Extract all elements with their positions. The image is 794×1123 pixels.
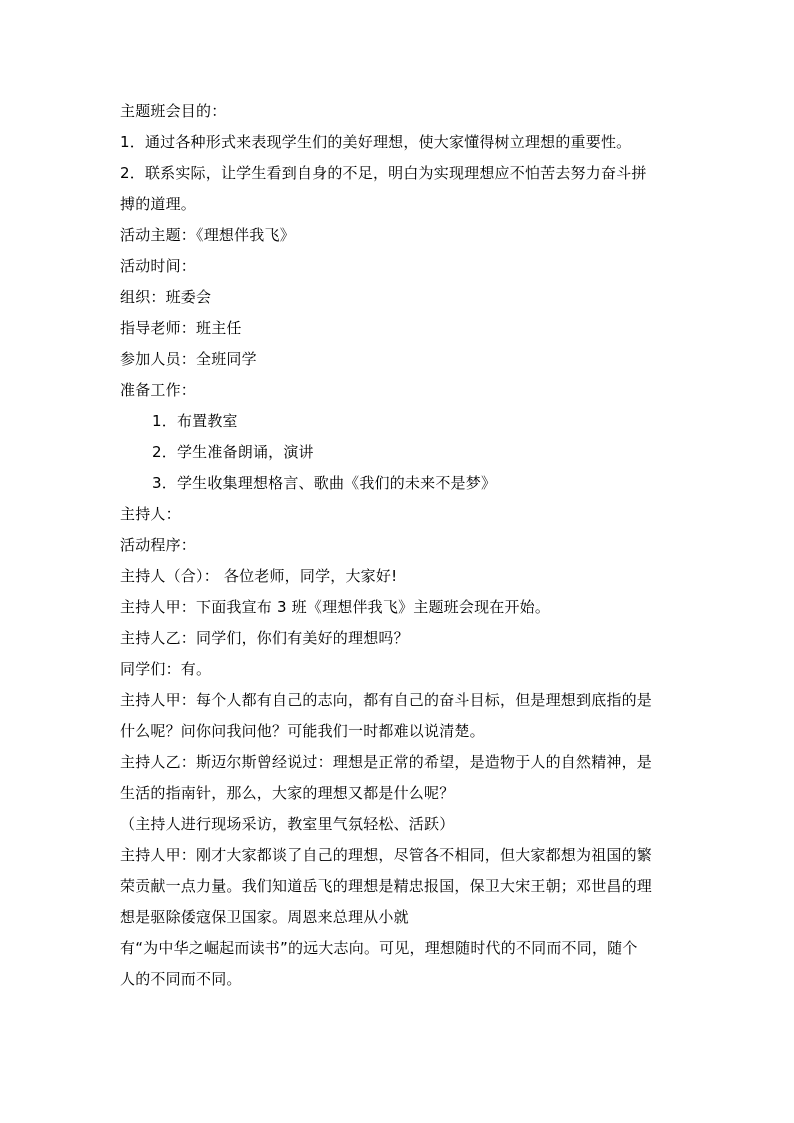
purpose-item-2: 2．联系实际，让学生看到自身的不足，明白为实现理想应不怕苦去努力奋斗拼 — [120, 164, 647, 182]
dialogue-line: 主持人乙：同学们，你们有美好的理想吗？ — [120, 629, 409, 647]
preparation-item-3: 3．学生收集理想格言、歌曲《我们的未来不是梦》 — [152, 474, 497, 492]
participants: 参加人员：全班同学 — [120, 350, 257, 368]
preparation-item-1: 1．布置教室 — [152, 412, 238, 430]
dialogue-line: 同学们：有。 — [120, 660, 212, 678]
section-heading-purpose: 主题班会目的： — [120, 102, 227, 120]
activity-theme: 活动主题：《理想伴我飞》 — [120, 226, 295, 244]
dialogue-line-continued: 什么呢？问你问我问他？可能我们一时都难以说清楚。 — [120, 722, 485, 740]
preparation-item-2: 2．学生准备朗诵，演讲 — [152, 443, 314, 461]
dialogue-line: 主持人（合）： 各位老师，同学，大家好! — [120, 567, 398, 585]
dialogue-line-continued: 想是驱除倭寇保卫国家。周恩来总理从小就 — [120, 908, 409, 926]
dialogue-line: 主持人甲：刚才大家都谈了自己的理想，尽管各不相同，但大家都想为祖国的繁 — [120, 846, 653, 864]
document-body — [120, 96, 680, 995]
section-heading-preparation: 准备工作： — [120, 381, 197, 399]
dialogue-line-continued: 荣贡献一点力量。我们知道岳飞的理想是精忠报国，保卫大宋王朝；邓世昌的理 — [120, 877, 653, 895]
dialogue-line-continued: 生活的指南针，那么，大家的理想又都是什么呢？ — [120, 784, 455, 802]
section-heading-procedure: 活动程序： — [120, 536, 197, 554]
host-label: 主持人： — [120, 505, 181, 523]
purpose-item-1: 1．通过各种形式来表现学生们的美好理想，使大家懂得树立理想的重要性。 — [120, 133, 632, 151]
dialogue-line: 主持人乙：斯迈尔斯曾经说过：理想是正常的希望，是造物于人的自然精神，是 — [120, 753, 653, 771]
stage-direction: （主持人进行现场采访，教室里气氛轻松、活跃） — [120, 815, 455, 833]
dialogue-line-continued: 人的不同而不同。 — [120, 970, 242, 988]
organizer: 组织：班委会 — [120, 288, 212, 306]
dialogue-line: 主持人甲：每个人都有自己的志向，都有自己的奋斗目标，但是理想到底指的是 — [120, 691, 653, 709]
activity-time: 活动时间： — [120, 257, 197, 275]
dialogue-line: 主持人甲：下面我宣布 3 班《理想伴我飞》主题班会现在开始。 — [120, 598, 551, 616]
supervising-teacher: 指导老师：班主任 — [120, 319, 242, 337]
purpose-item-2-continued: 搏的道理。 — [120, 195, 197, 213]
dialogue-line-continued: 有“为中华之崛起而读书”的远大志向。可见，理想随时代的不同而不同，随个 — [120, 939, 638, 957]
